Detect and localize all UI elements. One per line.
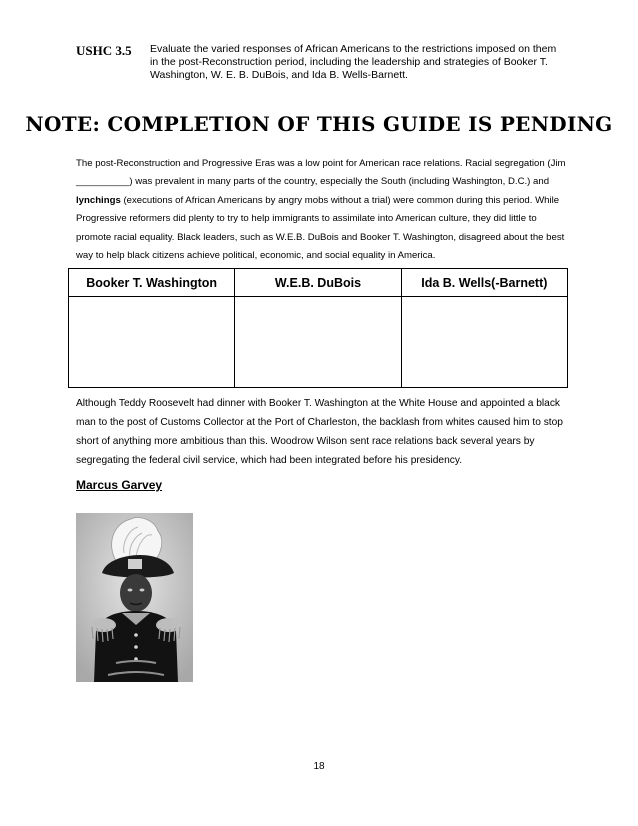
section-heading-marcus-garvey: Marcus Garvey — [76, 478, 163, 492]
intro-bold-term: lynchings — [76, 194, 121, 206]
leaders-table — [68, 268, 568, 388]
page-number: 18 — [313, 761, 325, 772]
header-wells: Ida B. Wells(-Barnett) — [401, 269, 567, 297]
table-header-row — [69, 269, 568, 297]
answer-cell-dubois[interactable] — [235, 297, 401, 388]
answer-cell-washington[interactable] — [69, 297, 235, 388]
standard-text: Evaluate the varied responses of African Americans to the restrictions imposed on them in the post-Reconstruction period, including the leadership and strategies of Booker T. Washington, W. E. B. DuBois, and Ida B. Wells-Barnett. — [150, 43, 557, 81]
pending-note: NOTE: COMPLETION OF THIS GUIDE IS PENDING — [25, 112, 613, 136]
standard-code: USHC 3.5 — [76, 43, 132, 58]
standard-block — [76, 43, 566, 82]
table-answer-row — [69, 297, 568, 388]
intro-text-2: (executions of African Americans by angry mobs without a trial) were common during this period. While Progressive reformers did plenty to try to help immigrants to assimilate into American culture, they did little to promote racial equality. Black leaders, such as W.E.B. DuBois and Booker T. Washington, disagreed about the best way to help black citizens achieve political, economic, and social equality in America. — [76, 194, 565, 262]
intro-text-1: The post-Reconstruction and Progressive Eras was a low point for American race relations. Racial segregation (Jim __________) was prevalent in many parts of the country, especially the South (including Washington, D.C.) and — [76, 158, 566, 188]
intro-paragraph — [76, 155, 572, 265]
header-dubois: W.E.B. DuBois — [235, 269, 401, 297]
answer-cell-wells[interactable] — [401, 297, 567, 388]
header-washington: Booker T. Washington — [69, 269, 235, 297]
roosevelt-wilson-paragraph: Although Teddy Roosevelt had dinner with Booker T. Washington at the White House and appointed a black man to the post of Customs Collector at the Port of Charleston, the backlash from whites caused him to stop short of anything more ambitious than this. Woodrow Wilson sent race relations back several years by segregating the federal civil service, which had been integrated before his presidency. — [76, 398, 563, 466]
marcus-garvey-photo — [76, 513, 193, 682]
